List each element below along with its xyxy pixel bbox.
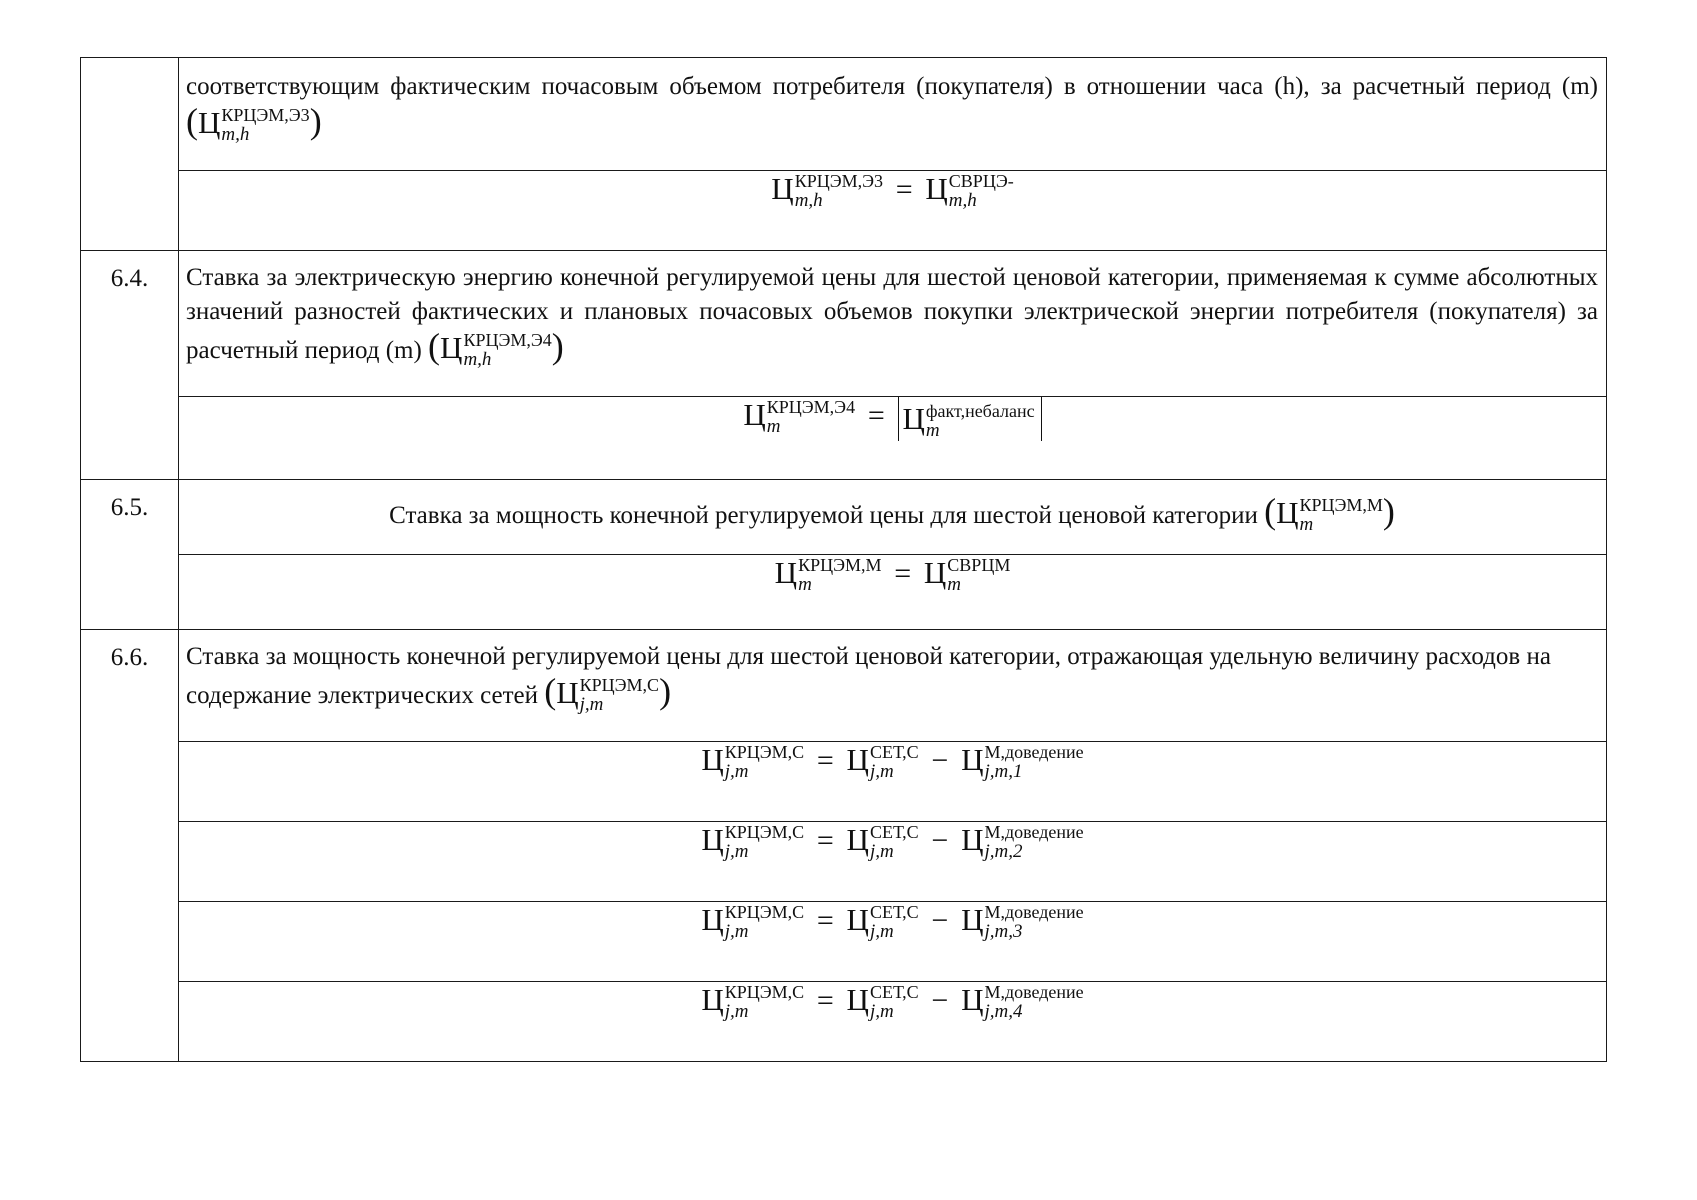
formula: Ц КРЦЭМ,Э3 m,h = Ц СВРЦЭ- m,h	[771, 170, 1014, 211]
formula: Ц КРЦЭМ,М m = Ц СВРЦМ m	[774, 554, 1011, 595]
description-text: соответствующим фактическим почасовым объемом потребителя (покупателя) в отношении часа (h), за расчетный период (m)	[186, 73, 1598, 100]
tariff-table	[80, 57, 1607, 1062]
table-row	[81, 822, 1607, 902]
description-cell	[179, 630, 1607, 742]
formula: Ц КРЦЭМ,C j,m = Ц СЕТ,C j,m − Ц М,доведение j,m,4	[701, 981, 1084, 1022]
table-row	[81, 251, 1607, 397]
table-row	[81, 480, 1607, 555]
symbol: (Ц КРЦЭМ,C j,m )	[544, 671, 672, 716]
table-row	[81, 742, 1607, 822]
description-cell	[179, 251, 1607, 397]
table-row	[81, 58, 1607, 171]
formula: Ц КРЦЭМ,C j,m = Ц СЕТ,C j,m − Ц М,доведение j,m,1	[701, 741, 1084, 782]
description-cell	[179, 480, 1607, 555]
symbol: (Ц КРЦЭМ,М m )	[1264, 491, 1395, 536]
formula-cell	[179, 822, 1607, 902]
table-row	[81, 555, 1607, 630]
row-number-cell	[81, 58, 179, 251]
table-row	[81, 982, 1607, 1062]
formula-cell	[179, 742, 1607, 822]
formula: Ц КРЦЭМ,C j,m = Ц СЕТ,C j,m − Ц М,доведение j,m,2	[701, 821, 1084, 862]
row-number-cell: 6.6.	[81, 630, 179, 1062]
row-number-cell: 6.4.	[81, 251, 179, 480]
table-row	[81, 902, 1607, 982]
formula-cell	[179, 982, 1607, 1062]
table-row	[81, 397, 1607, 480]
symbol: (Ц КРЦЭМ,Э3 m,h )	[186, 101, 322, 146]
description-text: Ставка за мощность конечной регулируемой цены для шестой ценовой категории	[389, 502, 1258, 529]
formula-cell	[179, 555, 1607, 630]
formula-cell	[179, 397, 1607, 480]
formula: Ц КРЦЭМ,Э4 m = Ц факт,небаланс m	[743, 397, 1041, 441]
description-cell	[179, 58, 1607, 171]
table-row	[81, 171, 1607, 251]
description-text: Ставка за мощность конечной регулируемой цены для шестой ценовой категории, отражающая удельную величину расходов на содержание электрических сетей	[186, 643, 1551, 709]
table-row	[81, 630, 1607, 742]
description-text: Ставка за электрическую энергию конечной регулируемой цены для шестой ценовой категории, применяемая к сумме абсолютных значений разностей фактических и плановых почасовых объемов покупки электрической энергии потребителя (покупателя) за расчетный период (m)	[186, 264, 1598, 364]
formula: Ц КРЦЭМ,C j,m = Ц СЕТ,C j,m − Ц М,доведение j,m,3	[701, 901, 1084, 942]
symbol: (Ц КРЦЭМ,Э4 m,h )	[428, 326, 564, 371]
formula-cell	[179, 171, 1607, 251]
formula-cell	[179, 902, 1607, 982]
row-number-cell: 6.5.	[81, 480, 179, 630]
